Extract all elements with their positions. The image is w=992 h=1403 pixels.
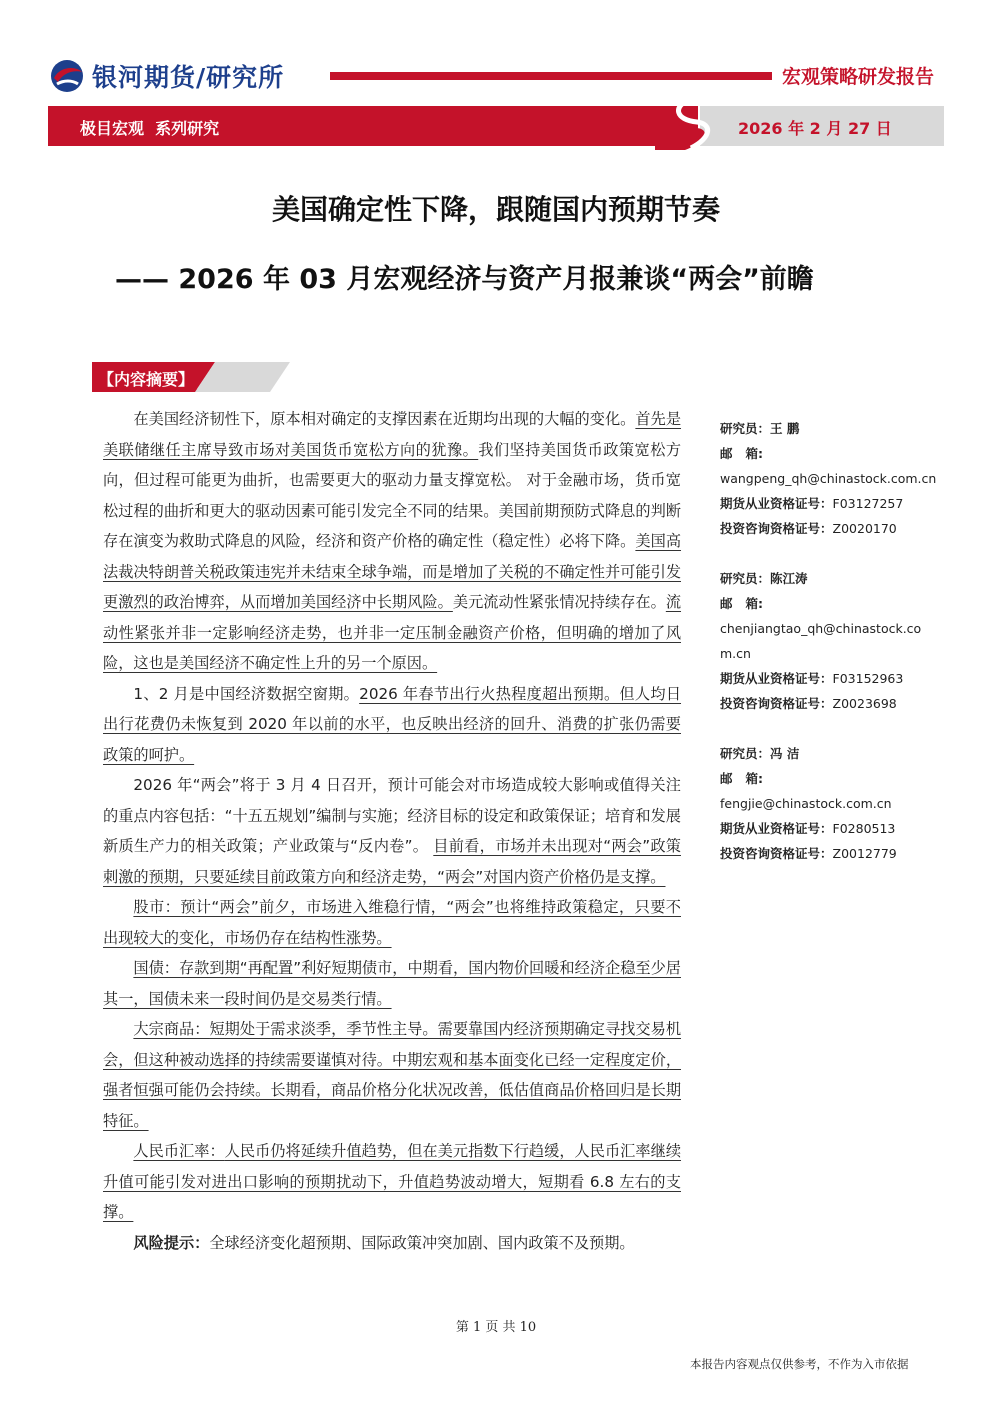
futures-label: 期货从业资格证号： <box>720 496 833 511</box>
page-subtitle: —— 2026 年 03 月宏观经济与资产月报兼谈“两会”前瞻 <box>115 264 814 295</box>
company-logo <box>48 58 348 94</box>
futures-label: 期货从业资格证号： <box>720 821 833 836</box>
series-label: 极目宏观 系列研究 <box>80 119 220 138</box>
futures-number: F03127257 <box>832 496 904 511</box>
logo-division: /研究所 <box>196 63 285 92</box>
paragraph-china-data <box>103 679 681 771</box>
paragraph-risk <box>103 1228 681 1259</box>
analyst-card <box>720 741 950 866</box>
text-segment: 人民币仍将延续升值趋势，但在美元指数下行趋缓，人民币汇率继续升值可能引发对进出口影响的预期扰动下，升值趋势波动增大，短期看 6.8 左右的支撑。 <box>103 1142 682 1221</box>
advisory-number: Z0012779 <box>832 846 897 861</box>
analyst-name: 研究员：陈江涛 <box>720 571 808 586</box>
paragraph-two-sessions <box>103 770 681 892</box>
text-segment: 1、2 月是中国经济数据空窗期。 <box>133 684 360 703</box>
galaxy-logo-icon <box>48 58 86 94</box>
analyst-name: 研究员：冯 洁 <box>720 746 800 761</box>
report-type: 宏观策略研发报告 <box>782 66 935 88</box>
advisory-label: 投资咨询资格证号： <box>720 521 833 536</box>
paragraph-commodities <box>103 1014 681 1136</box>
text-segment: 流动性紧张并非一定影响经济走势，也并非一定压制金融资产价格，但明确的增加了风险，这也是美国经济不确定性上升的另一个原因。 <box>103 593 682 672</box>
email-label: 邮 箱: <box>720 596 764 611</box>
analyst-email[interactable]: fengjie@chinastock.com.cn <box>720 796 892 811</box>
text-segment: 首先是美联储继任主席导致市场对美国货币宽松方向的犹豫。 <box>103 410 682 459</box>
advisory-label: 投资咨询资格证号： <box>720 846 833 861</box>
advisory-label: 投资咨询资格证号： <box>720 696 833 711</box>
futures-label: 期货从业资格证号： <box>720 671 833 686</box>
paragraph-stocks <box>103 892 681 953</box>
advisory-number: Z0020170 <box>832 521 897 536</box>
text-segment: 短期处于需求淡季，季节性主导。需要靠国内经济预期确定寻找交易机会，但这种被动选择的持续需要谨慎对待。中期宏观和基本面变化已经一定程度定价，强者恒强可能仍会持续。长期看，商品价格分化状况改善，低估值商品价格回归是长期特征。 <box>103 1020 682 1130</box>
abstract-body <box>103 404 681 1258</box>
analyst-card <box>720 416 950 541</box>
abstract-label: 【内容摘要】 <box>98 370 195 389</box>
text-segment: 大宗商品： <box>133 1020 210 1038</box>
futures-number: F03152963 <box>832 671 904 686</box>
risk-label: 风险提示： <box>133 1233 210 1252</box>
email-label: 邮 箱: <box>720 446 764 461</box>
header-rule <box>330 72 772 80</box>
page-title: 美国确定性下降，跟随国内预期节奏 <box>271 193 720 226</box>
text-segment: 在美国经济韧性下，原本相对确定的支撑因素在近期均出现的大幅的变化。 <box>133 410 636 428</box>
text-segment: 国债：存款到期“再配置”利好短期债市，中期看，国内物价回暖和经济企稳至少居其一，国债未来一段时间仍是交易类行情。 <box>103 959 681 1008</box>
text-segment: 我们坚持美国货币政策宽松方向，但过程可能更为曲折，也需要更大的驱动力量支撑宽松。 对于金融市场，货币宽松过程的曲折和更大的驱动因素可能引发完全不同的结果。美国前期预防式降息的判断存在演变为救助式降息的风险，经济和资产价格的确定性（稳定性）必将下降。 <box>103 440 682 550</box>
swoosh-icon <box>655 98 715 150</box>
risk-text: 全球经济变化超预期、国际政策冲突加剧、国内政策不及预期。 <box>209 1233 635 1252</box>
analyst-email[interactable]: wangpeng_qh@chinastock.com.cn <box>720 471 937 486</box>
analyst-email[interactable]: chenjiangtao_qh@chinastock.com.cn <box>720 621 922 661</box>
logo-name <box>92 58 284 94</box>
analyst-card <box>720 566 950 716</box>
text-segment: 股市：预计“两会”前夕，市场进入维稳行情，“两会”也将维持政策稳定，只要不出现较大的变化，市场仍存在结构性涨势。 <box>103 898 681 947</box>
text-segment: 2026 年春节出行火热程度超出预期。但人均日出行花费仍未恢复到 2020 年以前的水平，也反映出经济的回升、消费的扩张仍需要政策的呵护。 <box>103 684 682 764</box>
paragraph-us-economy <box>103 404 681 679</box>
report-date: 2026 年 2 月 27 日 <box>738 119 892 138</box>
text-segment: 目前看，市场并未出现对“两会”政策刺激的预期，只要延续目前政策方向和经济走势，“两会”对国内资产价格仍是支撑。 <box>103 837 681 886</box>
advisory-number: Z0023698 <box>832 696 897 711</box>
footer-disclaimer: 本报告内容观点仅供参考，不作为入市依据 <box>690 1357 909 1371</box>
text-segment: 美国高法裁决特朗普关税政策违宪并未结束全球争端，而是增加了关税的不确定性并可能引发更激烈的政治博弈，从而增加美国经济中长期风险。 <box>103 532 682 611</box>
text-segment: 美元流动性紧张情况持续存在。 <box>452 593 666 611</box>
analyst-list <box>720 416 950 891</box>
text-segment: 人民币汇率： <box>133 1142 225 1160</box>
page-number: 第 1 页 共 10 <box>455 1320 537 1335</box>
futures-number: F0280513 <box>832 821 896 836</box>
logo-company: 银河期货 <box>92 63 197 92</box>
abstract-label-stripe <box>195 362 290 392</box>
analyst-name: 研究员：王 鹏 <box>720 421 800 436</box>
text-segment: 2026 年“两会”将于 3 月 4 日召开，预计可能会对市场造成较大影响或值得关注的重点内容包括：“十五五规划”编制与实施；经济目标的设定和政策保证；培育和发展新质生产力的相关政策；产业政策与“反内卷”。 <box>103 776 681 855</box>
paragraph-rmb <box>103 1136 681 1228</box>
email-label: 邮 箱: <box>720 771 764 786</box>
paragraph-bonds <box>103 953 681 1014</box>
